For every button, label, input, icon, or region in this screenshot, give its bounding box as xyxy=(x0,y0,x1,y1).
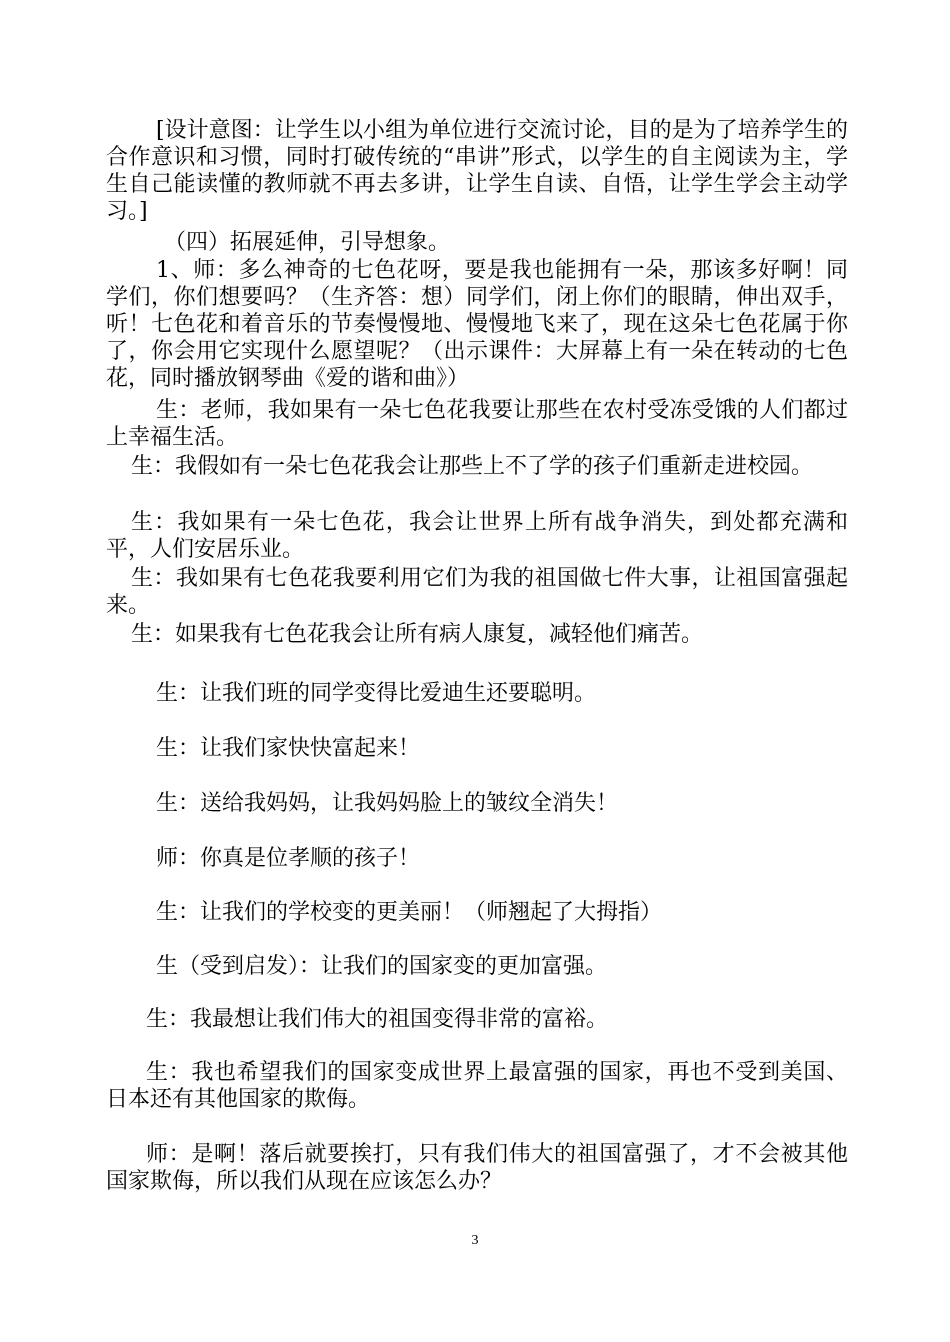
teacher-remark-paragraph: 师：是啊！落后就要挨打，只有我们伟大的祖国富强了，才不会被其他国家欺侮，所以我们从现在应该怎么办？ xyxy=(106,1142,848,1194)
student-answer-paragraph: 生：让我们家快快富起来！ xyxy=(156,736,421,761)
student-answer-paragraph: 生：我如果有一朵七色花，我会让世界上所有战争消失，到处都充满和平，人们安居乐业。 xyxy=(106,510,848,562)
student-answer-paragraph: 生：我如果有七色花我要利用它们为我的祖国做七件大事，让祖国富强起来。 xyxy=(106,566,848,618)
student-answer-paragraph: 生：我最想让我们伟大的祖国变得非常的富裕。 xyxy=(146,1007,609,1032)
student-answer-paragraph: 生：如果我有七色花我会让所有病人康复，减轻他们痛苦。 xyxy=(131,622,704,647)
student-answer-paragraph: 生（受到启发）：让我们的国家变的更加富强。 xyxy=(156,954,608,979)
student-answer-paragraph: 生：送给我妈妈，让我妈妈脸上的皱纹全消失！ xyxy=(156,791,619,816)
student-answer-paragraph: 生：让我们的学校变的更美丽！（师翘起了大拇指） xyxy=(156,900,663,925)
student-answer-paragraph: 生：我假如有一朵七色花我会让那些上不了学的孩子们重新走进校园。 xyxy=(131,454,814,479)
teacher-question-paragraph: 1、师：多么神奇的七色花呀，要是我也能拥有一朵，那该多好啊！同学们，你们想要吗？（生齐答：想）同学们，闭上你们的眼睛，伸出双手，听！七色花和着音乐的节奏慢慢地、慢慢地飞来了，现在这朵七色花属于你了，你会用它实现什么愿望呢？（出示课件：大屏幕上有一朵在转动的七色花，同时播放钢琴曲《爱的谐和曲》） xyxy=(106,258,848,391)
student-answer-paragraph: 生：让我们班的同学变得比爱迪生还要聪明。 xyxy=(156,681,597,706)
page-number: 3 xyxy=(471,1233,479,1248)
section-heading: （四）拓展延伸，引导想象。 xyxy=(164,230,451,255)
teacher-remark-paragraph: 师：你真是位孝顺的孩子！ xyxy=(156,846,421,871)
student-answer-paragraph: 生：我也希望我们的国家变成世界上最富强的国家，再也不受到美国、日本还有其他国家的欺侮。 xyxy=(106,1060,848,1112)
design-intent-paragraph: [设计意图：让学生以小组为单位进行交流讨论，目的是为了培养学生的合作意识和习惯，同时打破传统的“串讲”形式，以学生的自主阅读为主，学生自己能读懂的教师就不再去多讲，让学生自读、自悟，让学生学会主动学习。] xyxy=(106,118,848,224)
student-answer-paragraph: 生：老师，我如果有一朵七色花我要让那些在农村受冻受饿的人们都过上幸福生活。 xyxy=(106,398,848,450)
